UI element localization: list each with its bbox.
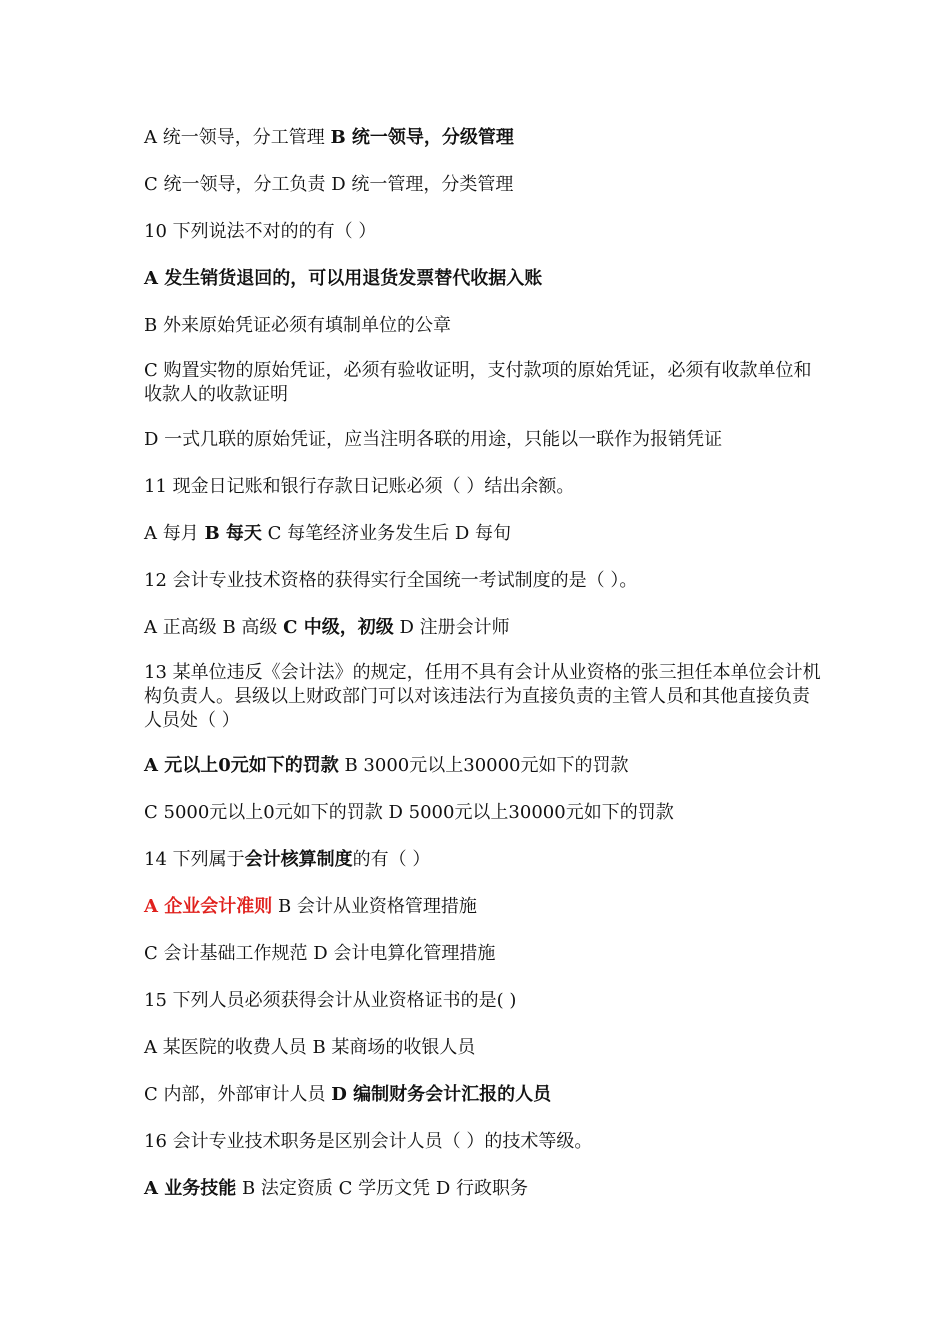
text-segment: C 购置实物的原始凭证，必须有验收证明，支付款项的原始凭证，必须有收款单位和收款人的收款证明 bbox=[144, 360, 812, 405]
text-segment: 15 下列人员必须获得会计从业资格证书的是( ) bbox=[144, 990, 517, 1011]
text-segment: C 会计基础工作规范 D 会计电算化管理措施 bbox=[144, 943, 496, 964]
text-segment: 的有（ ） bbox=[352, 849, 431, 870]
text-segment: 11 现金日记账和银行存款日记账必须（ ）结出余额。 bbox=[144, 476, 575, 497]
question-line bbox=[144, 1081, 824, 1109]
text-segment: 会计核算制度 bbox=[244, 849, 353, 870]
text-segment: D 一式几联的原始凭证，应当注明各联的用途，只能以一联作为报销凭证 bbox=[144, 429, 723, 450]
question-line bbox=[144, 171, 824, 199]
question-line bbox=[144, 567, 824, 595]
text-segment: D 编制财务会计汇报的人员 bbox=[331, 1084, 552, 1105]
question-line bbox=[144, 1128, 824, 1156]
question-line bbox=[144, 1034, 824, 1062]
text-segment: B 会计从业资格管理措施 bbox=[272, 896, 477, 917]
text-segment: A 业务技能 bbox=[144, 1178, 237, 1199]
text-segment: A 某医院的收费人员 B 某商场的收银人员 bbox=[144, 1037, 476, 1058]
question-line bbox=[144, 359, 824, 407]
question-line bbox=[144, 846, 824, 874]
text-segment: B 外来原始凭证必须有填制单位的公章 bbox=[144, 315, 451, 336]
text-segment: A 统一领导，分工管理 bbox=[144, 127, 331, 148]
text-segment: B 统一领导，分级管理 bbox=[330, 127, 514, 148]
text-segment: C 统一领导，分工负责 D 统一管理，分类管理 bbox=[144, 174, 514, 195]
text-segment: B 法定资质 C 学历文凭 D 行政职务 bbox=[236, 1178, 528, 1199]
text-segment: C 中级，初级 bbox=[283, 617, 394, 638]
question-line bbox=[144, 218, 824, 246]
text-segment: 16 会计专业技术职务是区别会计人员（ ）的技术等级。 bbox=[144, 1131, 593, 1152]
question-line bbox=[144, 661, 824, 733]
question-line bbox=[144, 799, 824, 827]
text-segment: B 每天 bbox=[204, 523, 262, 544]
text-segment: C 每笔经济业务发生后 D 每旬 bbox=[261, 523, 512, 544]
document-body bbox=[144, 124, 824, 1222]
text-segment: A 正高级 B 高级 bbox=[144, 617, 284, 638]
question-line bbox=[144, 752, 824, 780]
text-segment: C 5000元以上0元如下的罚款 D 5000元以上30000元如下的罚款 bbox=[144, 802, 674, 823]
question-line bbox=[144, 520, 824, 548]
text-segment: D 注册会计师 bbox=[393, 617, 510, 638]
question-line bbox=[144, 987, 824, 1015]
text-segment: A 企业会计准则 bbox=[144, 896, 273, 917]
text-segment: 13 某单位违反《会计法》的规定，任用不具有会计从业资格的张三担任本单位会计机构负责人。县级以上财政部门可以对该违法行为直接负责的主管人员和其他直接负责人员处（ ） bbox=[144, 662, 821, 731]
text-segment: A 每月 bbox=[144, 523, 205, 544]
question-line bbox=[144, 1175, 824, 1203]
text-segment: C 内部，外部审计人员 bbox=[144, 1084, 332, 1105]
text-segment: A 元以上0元如下的罚款 bbox=[144, 755, 339, 776]
question-line bbox=[144, 426, 824, 454]
text-segment: 14 下列属于 bbox=[144, 849, 245, 870]
question-line bbox=[144, 473, 824, 501]
question-line bbox=[144, 312, 824, 340]
question-line bbox=[144, 265, 824, 293]
question-line bbox=[144, 940, 824, 968]
text-segment: 10 下列说法不对的的有（ ） bbox=[144, 221, 377, 242]
text-segment: B 3000元以上30000元如下的罚款 bbox=[338, 755, 629, 776]
text-segment: 12 会计专业技术资格的获得实行全国统一考试制度的是（ ）。 bbox=[144, 570, 638, 591]
question-line bbox=[144, 614, 824, 642]
question-line bbox=[144, 893, 824, 921]
question-line bbox=[144, 124, 824, 152]
text-segment: A 发生销货退回的，可以用退货发票替代收据入账 bbox=[144, 268, 543, 289]
